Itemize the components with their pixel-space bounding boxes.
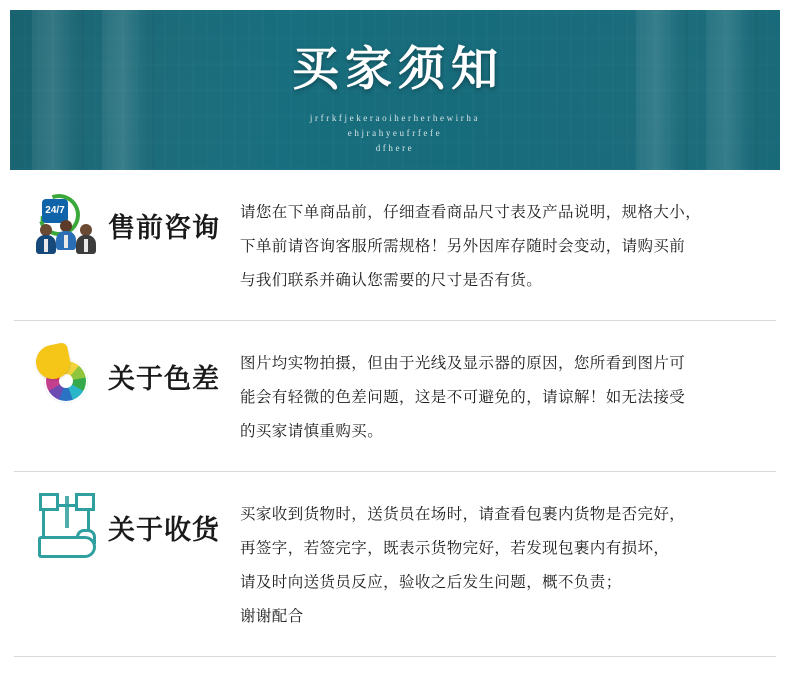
support-24-7-icon <box>36 194 98 256</box>
badge-24-7-label: 24/7 <box>42 199 68 223</box>
section-paragraph: 图片均实物拍摄，但由于光线及显示器的原因，您所看到图片可 <box>240 355 686 372</box>
package-delivery-icon <box>36 496 98 558</box>
section-header <box>18 345 240 407</box>
page-title: 买家须知 <box>292 44 504 96</box>
section-body <box>240 496 772 634</box>
color-wheel-icon <box>36 345 98 407</box>
banner <box>10 10 780 170</box>
buyer-notice-page <box>0 10 790 684</box>
section-label: 售前咨询 <box>108 212 220 243</box>
section-paragraph: 能会有轻微的色差问题，这是不可避免的，请谅解！如无法接受 <box>240 389 686 406</box>
section-paragraph: 下单前请咨询客服所需规格！另外因库存随时会变动，请购买前 <box>240 238 686 255</box>
section-label: 关于色差 <box>108 363 220 394</box>
sections-list <box>0 170 790 657</box>
section-body <box>240 345 772 449</box>
section-body <box>240 194 772 298</box>
section-header <box>18 194 240 256</box>
banner-subtitle-line-1: jrfrkfjekeraoiherherhewirha <box>309 113 481 123</box>
section-color-difference <box>14 321 776 472</box>
section-paragraph: 谢谢配合 <box>240 608 304 625</box>
section-label: 关于收货 <box>108 514 220 545</box>
banner-subtitle-line-3: dfhere <box>375 143 415 153</box>
banner-subtitle <box>310 111 480 156</box>
section-header <box>18 496 240 558</box>
section-pre-sale-consult <box>14 170 776 321</box>
section-receiving-goods <box>14 472 776 657</box>
section-paragraph: 的买家请慎重购买。 <box>240 423 384 440</box>
section-paragraph: 请及时向送货员反应，验收之后发生问题，概不负责； <box>240 574 622 591</box>
banner-subtitle-line-2: ehjrahyeufrfefe <box>347 128 443 138</box>
section-paragraph: 再签字，若签完字，既表示货物完好，若发现包裹内有损坏， <box>240 540 670 557</box>
section-paragraph: 买家收到货物时，送货员在场时，请查看包裹内货物是否完好， <box>240 506 686 523</box>
section-paragraph: 请您在下单商品前，仔细查看商品尺寸表及产品说明，规格大小， <box>240 204 702 221</box>
section-paragraph: 与我们联系并确认您需要的尺寸是否有货。 <box>240 272 543 289</box>
